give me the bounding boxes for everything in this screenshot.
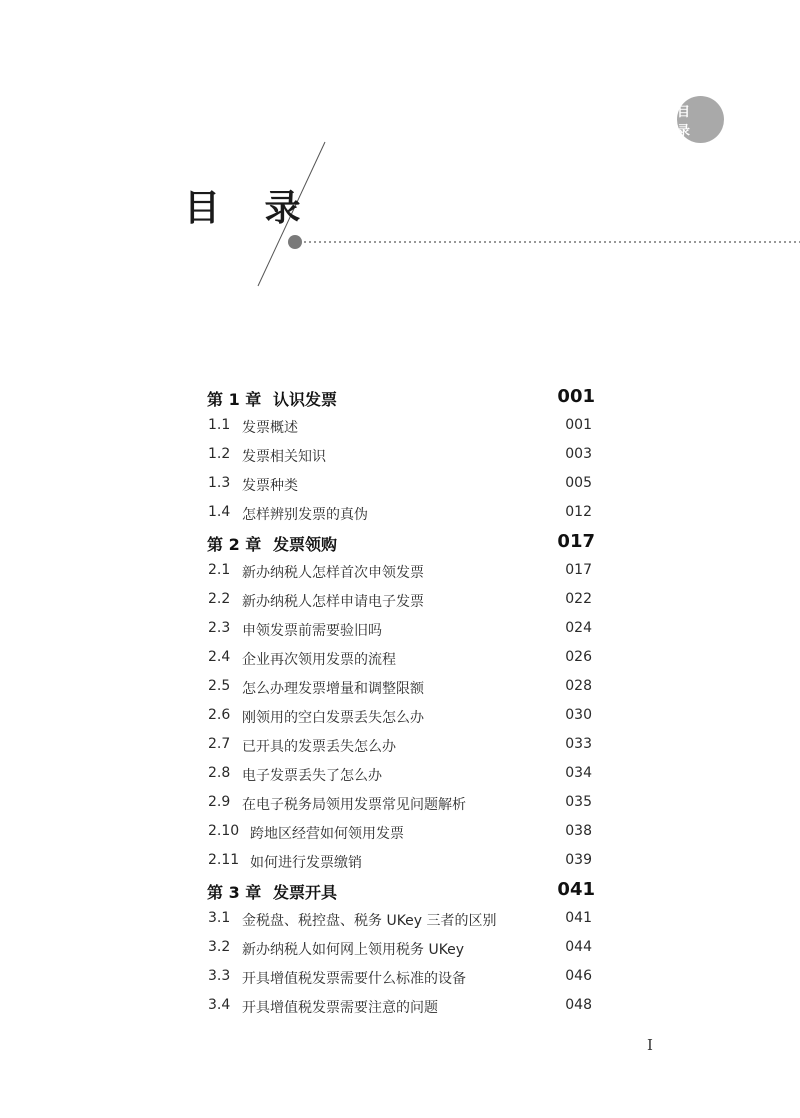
- section-page: 038: [565, 823, 592, 839]
- section-page: 034: [565, 765, 592, 781]
- toc-section-row[interactable]: [207, 788, 597, 817]
- section-page: 001: [565, 417, 592, 433]
- section-title: 跨地区经营如何领用发票: [250, 826, 404, 842]
- section-number: 3.1: [208, 910, 231, 926]
- toc-section-row[interactable]: [207, 614, 597, 643]
- section-title: 金税盘、税控盘、税务 UKey 三者的区别: [242, 913, 497, 929]
- section-number: 1.3: [208, 475, 231, 491]
- section-title: 刚领用的空白发票丢失怎么办: [242, 710, 424, 726]
- section-title: 如何进行发票缴销: [250, 855, 362, 871]
- section-title: 新办纳税人怎样首次申领发票: [242, 565, 424, 581]
- section-title: 发票概述: [242, 420, 298, 436]
- page-number: I: [647, 1036, 653, 1054]
- section-title: 企业再次领用发票的流程: [242, 652, 396, 668]
- section-number: 2.6: [208, 707, 231, 723]
- toc-section-row[interactable]: [207, 701, 597, 730]
- toc-section-row[interactable]: [207, 991, 597, 1020]
- section-page: 017: [565, 562, 592, 578]
- section-page: 035: [565, 794, 592, 810]
- toc-section-row[interactable]: [207, 933, 597, 962]
- chapter-number: 第 2 章: [207, 535, 262, 554]
- section-page: 012: [565, 504, 592, 520]
- section-page: 028: [565, 678, 592, 694]
- section-number: 2.8: [208, 765, 231, 781]
- section-number: 2.10: [208, 823, 240, 839]
- section-number: 2.1: [208, 562, 231, 578]
- chapter-number: 第 3 章: [207, 883, 262, 902]
- section-badge-label: 目 录: [677, 104, 697, 139]
- toc-section-row[interactable]: [207, 672, 597, 701]
- title-decoration: [0, 0, 800, 320]
- chapter-page: 041: [557, 879, 595, 900]
- section-title: 电子发票丢失了怎么办: [242, 768, 382, 784]
- section-number: 3.4: [208, 997, 231, 1013]
- toc-chapter-row[interactable]: [207, 527, 597, 556]
- toc-section-row[interactable]: [207, 730, 597, 759]
- section-number: 2.9: [208, 794, 231, 810]
- section-title: 怎样辨别发票的真伪: [242, 507, 368, 523]
- toc-section-row[interactable]: [207, 440, 597, 469]
- chapter-number: 第 1 章: [207, 390, 262, 409]
- section-title: 在电子税务局领用发票常见问题解析: [242, 797, 466, 813]
- toc-section-row[interactable]: [207, 498, 597, 527]
- chapter-page: 017: [557, 531, 595, 552]
- section-title: 新办纳税人怎样申请电子发票: [242, 594, 424, 610]
- section-page: 041: [565, 910, 592, 926]
- section-number: 2.4: [208, 649, 231, 665]
- section-title: 开具增值税发票需要什么标准的设备: [242, 971, 466, 987]
- section-page: 026: [565, 649, 592, 665]
- section-page: 046: [565, 968, 592, 984]
- toc-section-row[interactable]: [207, 469, 597, 498]
- toc-section-row[interactable]: [207, 411, 597, 440]
- section-number: 3.3: [208, 968, 231, 984]
- section-title: 已开具的发票丢失怎么办: [242, 739, 396, 755]
- section-number: 2.5: [208, 678, 231, 694]
- section-number: 1.2: [208, 446, 231, 462]
- section-page: 044: [565, 939, 592, 955]
- toc-chapter-row[interactable]: [207, 875, 597, 904]
- chapter-title: 认识发票: [273, 390, 338, 409]
- section-number: 2.3: [208, 620, 231, 636]
- section-title: 申领发票前需要验旧吗: [242, 623, 382, 639]
- section-number: 1.4: [208, 504, 231, 520]
- section-page: 024: [565, 620, 592, 636]
- toc-section-row[interactable]: [207, 643, 597, 672]
- section-number: 2.11: [208, 852, 240, 868]
- toc-section-row[interactable]: [207, 846, 597, 875]
- chapter-page: 001: [557, 386, 595, 407]
- toc-section-row[interactable]: [207, 585, 597, 614]
- section-title: 开具增值税发票需要注意的问题: [242, 1000, 438, 1016]
- toc-section-row[interactable]: [207, 817, 597, 846]
- section-title: 新办纳税人如何网上领用税务 UKey: [242, 942, 465, 958]
- section-page: 030: [565, 707, 592, 723]
- section-number: 2.7: [208, 736, 231, 752]
- toc-section-row[interactable]: [207, 759, 597, 788]
- section-number: 3.2: [208, 939, 231, 955]
- section-page: 003: [565, 446, 592, 462]
- section-number: 2.2: [208, 591, 231, 607]
- section-page: 033: [565, 736, 592, 752]
- toc-section-row[interactable]: [207, 962, 597, 991]
- table-of-contents: [207, 382, 597, 1020]
- section-number: 1.1: [208, 417, 231, 433]
- chapter-title: 发票领购: [273, 535, 338, 554]
- chapter-title: 发票开具: [273, 883, 338, 902]
- section-title: 发票种类: [242, 478, 298, 494]
- section-title: 发票相关知识: [242, 449, 326, 465]
- bullet-dot: [288, 235, 302, 249]
- section-page: 048: [565, 997, 592, 1013]
- section-page: 039: [565, 852, 592, 868]
- toc-section-row[interactable]: [207, 904, 597, 933]
- toc-section-row[interactable]: [207, 556, 597, 585]
- section-page: 005: [565, 475, 592, 491]
- section-page: 022: [565, 591, 592, 607]
- page-title: 目 录: [184, 187, 317, 229]
- section-title: 怎么办理发票增量和调整限额: [242, 681, 424, 697]
- toc-chapter-row[interactable]: [207, 382, 597, 411]
